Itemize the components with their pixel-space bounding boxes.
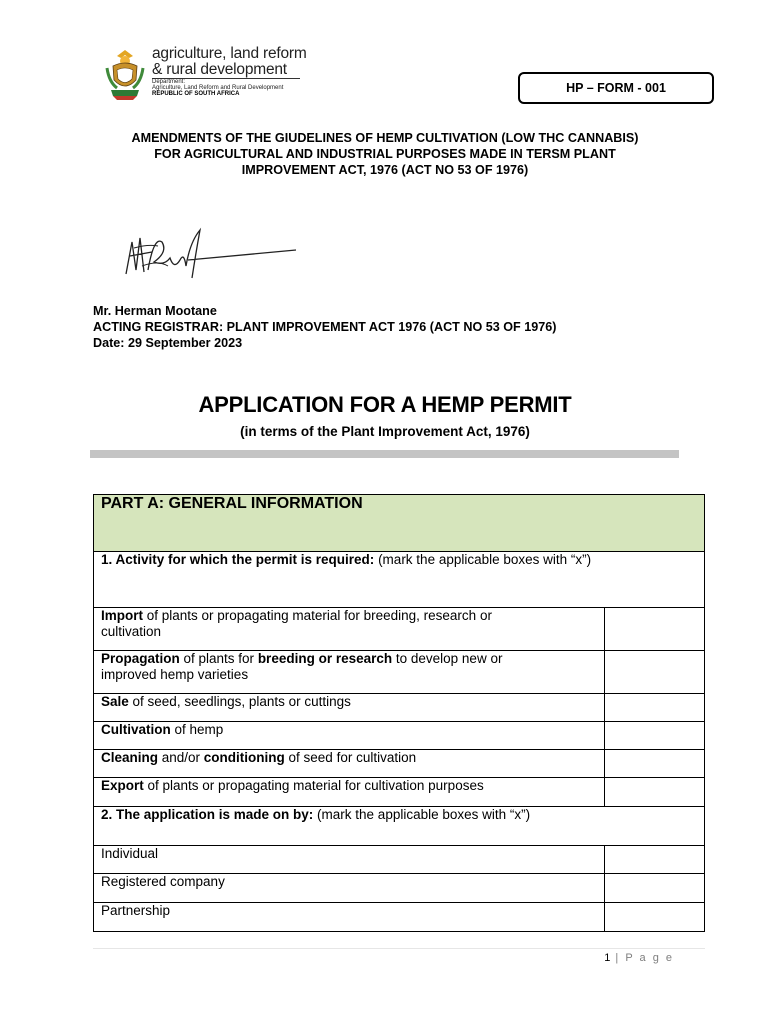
coat-of-arms-icon [103, 46, 147, 102]
applicant-individual-checkbox[interactable] [605, 846, 705, 874]
activity-label [94, 694, 605, 722]
activity-text-cont: cultivation [101, 624, 162, 639]
activity-row-cleaning [94, 750, 705, 778]
amendment-title [70, 130, 700, 178]
activity-text: and/or [158, 750, 204, 765]
activity-cultivation-checkbox[interactable] [605, 722, 705, 750]
question-1-label: 1. Activity for which the permit is required: [101, 552, 375, 567]
applicant-label: Individual [94, 846, 605, 874]
activity-bold-2: conditioning [203, 750, 285, 765]
applicant-label: Partnership [94, 903, 605, 932]
amendment-line-1: AMENDMENTS OF THE GIUDELINES OF HEMP CULTIVATION (LOW THC CANNABIS) [131, 131, 639, 145]
page-title: APPLICATION FOR A HEMP PERMIT [198, 392, 572, 417]
activity-bold: Cultivation [101, 722, 171, 737]
activity-import-checkbox[interactable] [605, 608, 705, 651]
page-number: 1 [604, 952, 611, 964]
signatory-block [93, 303, 556, 351]
question-2-hint: (mark the applicable boxes with “x”) [313, 807, 531, 822]
question-2-label: 2. The application is made on by: [101, 807, 314, 822]
question-1 [94, 552, 705, 608]
applicant-row-company [94, 874, 705, 903]
activity-label [94, 651, 605, 694]
activity-text: of plants or propagating material for breeding, research or [143, 608, 492, 623]
activity-row-import [94, 608, 705, 651]
activity-label [94, 750, 605, 778]
signatory-title: ACTING REGISTRAR: PLANT IMPROVEMENT ACT 1976 (ACT NO 53 OF 1976) [93, 320, 557, 334]
page-label: | P a g e [610, 952, 674, 964]
applicant-label: Registered company [94, 874, 605, 903]
activity-row-export [94, 778, 705, 807]
activity-row-propagation [94, 651, 705, 694]
activity-bold: Sale [101, 694, 129, 709]
signatory-date: Date: 29 September 2023 [93, 336, 243, 350]
logo-line-1: agriculture, land reform [152, 45, 307, 62]
page-subtitle: (in terms of the Plant Improvement Act, 1976) [240, 424, 530, 439]
logo-department-name: Agriculture, Land Reform and Rural Development [152, 85, 284, 91]
logo-department: Department: [152, 79, 186, 85]
activity-bold: Export [101, 778, 144, 793]
signature-image [118, 222, 300, 284]
activity-text: of plants or propagating material for cultivation purposes [143, 778, 484, 793]
amendment-line-2: FOR AGRICULTURAL AND INDUSTRIAL PURPOSES MADE IN TERSM PLANT [154, 147, 616, 161]
question-2 [94, 807, 705, 846]
activity-sale-checkbox[interactable] [605, 694, 705, 722]
activity-propagation-checkbox[interactable] [605, 651, 705, 694]
activity-export-checkbox[interactable] [605, 778, 705, 807]
application-form-table [93, 494, 705, 932]
activity-label [94, 608, 605, 651]
activity-row-sale [94, 694, 705, 722]
applicant-row-individual [94, 846, 705, 874]
activity-label [94, 722, 605, 750]
footer-divider [93, 948, 705, 949]
form-code-badge: HP – FORM - 001 [518, 72, 714, 104]
activity-label [94, 778, 605, 807]
page-footer [560, 952, 674, 964]
logo-line-2: & rural development [152, 61, 287, 78]
activity-text-2: of seed for cultivation [284, 750, 417, 765]
applicant-company-checkbox[interactable] [605, 874, 705, 903]
activity-bold: Import [101, 608, 143, 623]
activity-row-cultivation [94, 722, 705, 750]
activity-text: of seed, seedlings, plants or cuttings [128, 694, 351, 709]
activity-text-2: to develop new or [392, 651, 503, 666]
activity-text: of hemp [170, 722, 224, 737]
logo-country: REPUBLIC OF SOUTH AFRICA [152, 91, 240, 97]
activity-bold-2: breeding or research [257, 651, 393, 666]
part-a-heading: PART A: GENERAL INFORMATION [94, 495, 705, 552]
question-1-hint: (mark the applicable boxes with “x”) [374, 552, 592, 567]
activity-text: of plants for [179, 651, 258, 666]
applicant-row-partnership [94, 903, 705, 932]
signatory-name: Mr. Herman Mootane [93, 304, 217, 318]
applicant-partnership-checkbox[interactable] [605, 903, 705, 932]
amendment-line-3: IMPROVEMENT ACT, 1976 (ACT NO 53 OF 1976) [241, 163, 529, 177]
title-divider-bar [90, 450, 679, 458]
activity-text-cont: improved hemp varieties [101, 667, 249, 682]
activity-bold: Propagation [101, 651, 180, 666]
activity-bold: Cleaning [101, 750, 159, 765]
activity-cleaning-checkbox[interactable] [605, 750, 705, 778]
